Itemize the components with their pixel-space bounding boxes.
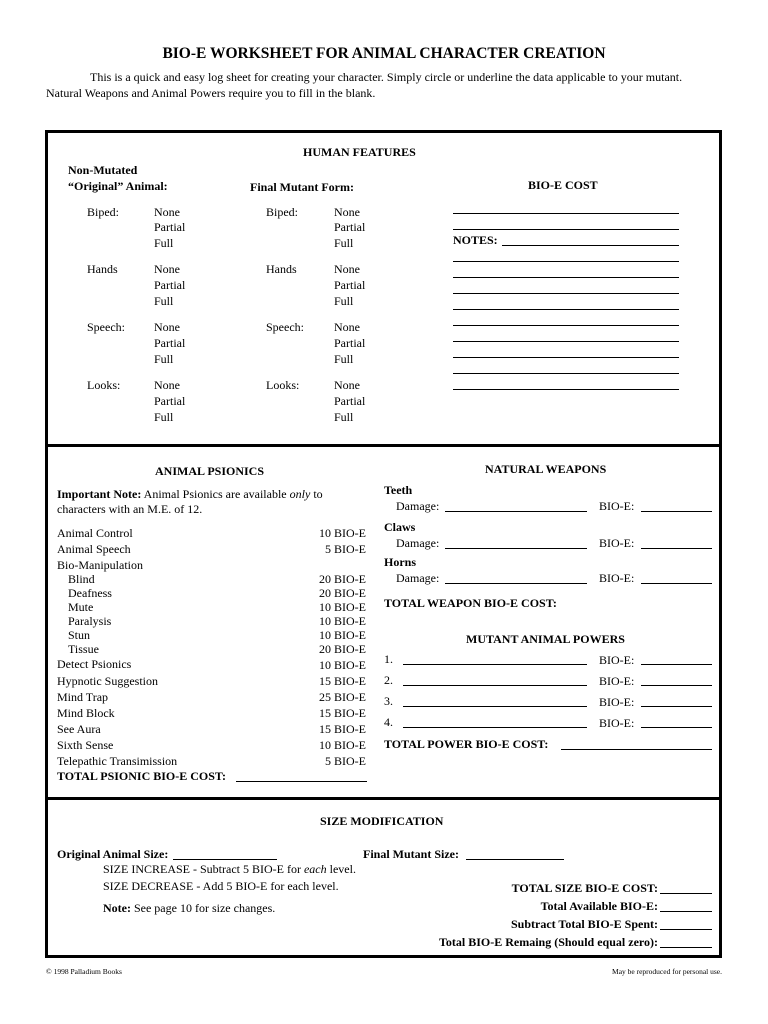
psionic-name[interactable]: Deafness: [68, 586, 112, 600]
remaining-line[interactable]: [660, 947, 712, 948]
subtract-spent-label: Subtract Total BIO-E Spent:: [510, 917, 658, 931]
power-number: 3.: [384, 694, 393, 708]
original-size-line[interactable]: [173, 859, 277, 860]
feature-label: Hands: [87, 262, 118, 276]
feature-label: Looks:: [87, 378, 121, 392]
option-partial[interactable]: Partial: [334, 220, 366, 234]
psionic-name[interactable]: Blind: [68, 572, 95, 586]
damage-label: Damage:: [396, 571, 440, 585]
damage-line[interactable]: [445, 583, 587, 584]
feature-label: Looks:: [266, 378, 300, 392]
feature-label: Biped:: [266, 205, 298, 219]
notes-line[interactable]: [453, 277, 679, 278]
option-full[interactable]: Full: [154, 294, 174, 308]
power-line[interactable]: [403, 685, 587, 686]
size-note-bold: Note:: [103, 901, 131, 915]
feature-label: Biped:: [87, 205, 119, 219]
bioe-label: BIO-E:: [599, 499, 635, 513]
psionics-note: [57, 487, 323, 502]
intro-line-1: This is a quick and easy log sheet for creating your character. Simply circle or underline the data applicable to your mutant.: [90, 70, 683, 84]
bioe-label: BIO-E:: [599, 674, 635, 688]
option-partial[interactable]: Partial: [154, 336, 186, 350]
feature-label: Speech:: [266, 320, 304, 334]
psionic-name[interactable]: Tissue: [68, 642, 99, 656]
notes-line[interactable]: [453, 341, 679, 342]
psionic-cost: 10 BIO-E: [319, 738, 366, 752]
total-psionic-line[interactable]: [236, 781, 367, 782]
psionic-name[interactable]: Stun: [68, 628, 91, 642]
power-line[interactable]: [403, 706, 587, 707]
total-available-line[interactable]: [660, 911, 712, 912]
feature-label: Hands: [266, 262, 297, 276]
feature-label: Speech:: [87, 320, 125, 334]
notes-line[interactable]: [453, 389, 679, 390]
damage-label: Damage:: [396, 499, 440, 513]
total-size-label: TOTAL SIZE BIO-E COST:: [511, 881, 658, 895]
bioe-line[interactable]: [641, 511, 712, 512]
bioe-line[interactable]: [641, 685, 712, 686]
option-full[interactable]: Full: [334, 294, 354, 308]
total-weapon-label: TOTAL WEAPON BIO-E COST:: [384, 596, 557, 610]
original-animal-heading: “Original” Animal:: [68, 179, 168, 193]
option-partial[interactable]: Partial: [334, 336, 366, 350]
size-increase-text: [103, 862, 356, 877]
psionics-note-text: to: [313, 487, 323, 501]
section-divider: [45, 797, 722, 800]
bioe-label: BIO-E:: [599, 695, 635, 709]
psionic-name[interactable]: See Aura: [57, 722, 101, 736]
power-number: 2.: [384, 673, 393, 687]
remaining-label: Total BIO-E Remaing (Should equal zero):: [438, 935, 658, 949]
mutant-powers-heading: MUTANT ANIMAL POWERS: [466, 632, 625, 646]
option-none[interactable]: None: [334, 262, 360, 276]
total-size-line[interactable]: [660, 893, 712, 894]
psionic-cost: 25 BIO-E: [319, 690, 366, 704]
psionic-name[interactable]: Animal Speech: [57, 542, 131, 556]
bioe-line[interactable]: [641, 583, 712, 584]
psionic-name[interactable]: Telepathic Transimission: [57, 754, 178, 768]
bioe-cost-heading: BIO-E COST: [528, 178, 598, 192]
weapon-claws: Claws: [384, 520, 416, 534]
psionics-note-line-2: characters with an M.E. of 12.: [57, 502, 203, 516]
psionic-cost: 10 BIO-E: [319, 526, 366, 540]
psionics-note-only: only: [289, 487, 311, 501]
damage-line[interactable]: [445, 511, 587, 512]
psionic-cost: 10 BIO-E: [319, 628, 366, 642]
final-mutant-form-heading: Final Mutant Form:: [250, 180, 354, 194]
psionic-cost: 20 BIO-E: [319, 572, 366, 586]
bioe-line[interactable]: [641, 548, 712, 549]
total-power-label: TOTAL POWER BIO-E COST:: [384, 737, 549, 751]
size-note: [103, 901, 275, 916]
option-none[interactable]: None: [334, 320, 360, 334]
option-partial[interactable]: Partial: [334, 394, 366, 408]
option-none[interactable]: None: [154, 205, 180, 219]
notes-label: NOTES:: [453, 233, 498, 247]
intro-line-2: Natural Weapons and Animal Powers require you to fill in the blank.: [46, 86, 376, 100]
option-none[interactable]: None: [334, 205, 360, 219]
notes-line[interactable]: [453, 261, 679, 262]
psionic-cost: 5 BIO-E: [325, 754, 366, 768]
bioe-label: BIO-E:: [599, 653, 635, 667]
size-note-text: See page 10 for size changes.: [133, 901, 276, 915]
power-line[interactable]: [403, 727, 587, 728]
size-increase-b: level.: [329, 862, 356, 876]
option-partial[interactable]: Partial: [154, 394, 186, 408]
bioe-line[interactable]: [641, 727, 712, 728]
damage-line[interactable]: [445, 548, 587, 549]
psionic-cost: 20 BIO-E: [319, 642, 366, 656]
power-number: 1.: [384, 652, 393, 666]
original-animal-heading: Non-Mutated: [68, 163, 138, 177]
psionic-cost: 10 BIO-E: [319, 658, 366, 672]
animal-psionics-heading: ANIMAL PSIONICS: [155, 464, 265, 478]
bioe-line[interactable]: [641, 664, 712, 665]
notes-line[interactable]: [453, 293, 679, 294]
power-number: 4.: [384, 715, 393, 729]
psionic-cost: 10 BIO-E: [319, 614, 366, 628]
option-full[interactable]: Full: [334, 352, 354, 366]
final-size-label: Final Mutant Size:: [363, 847, 459, 861]
option-full[interactable]: Full: [154, 236, 174, 250]
copyright-footer: © 1998 Palladium Books: [46, 967, 122, 976]
psionic-cost: 15 BIO-E: [319, 706, 366, 720]
size-increase-each: each: [303, 862, 327, 876]
option-full[interactable]: Full: [334, 236, 354, 250]
psionic-cost: 10 BIO-E: [319, 600, 366, 614]
natural-weapons-heading: NATURAL WEAPONS: [485, 462, 607, 476]
total-psionic-label: TOTAL PSIONIC BIO-E COST:: [57, 769, 227, 783]
total-available-label: Total Available BIO-E:: [540, 899, 658, 913]
option-none[interactable]: None: [154, 378, 180, 392]
damage-label: Damage:: [396, 536, 440, 550]
size-increase-a: SIZE INCREASE - Subtract 5 BIO-E for: [103, 862, 301, 876]
psionic-name: Bio-Manipulation: [57, 558, 143, 572]
psionics-note-text: Animal Psionics are available: [143, 487, 287, 501]
bioe-label: BIO-E:: [599, 571, 635, 585]
page-title: BIO-E WORKSHEET FOR ANIMAL CHARACTER CREATION: [162, 45, 606, 62]
weapon-teeth: Teeth: [384, 483, 413, 497]
option-full[interactable]: Full: [154, 410, 174, 424]
notes-line[interactable]: [453, 325, 679, 326]
total-power-line[interactable]: [561, 749, 712, 750]
option-none[interactable]: None: [334, 378, 360, 392]
power-line[interactable]: [403, 664, 587, 665]
final-size-line[interactable]: [466, 859, 564, 860]
option-partial[interactable]: Partial: [154, 278, 186, 292]
original-size-label: Original Animal Size:: [57, 847, 169, 861]
option-partial[interactable]: Partial: [154, 220, 186, 234]
option-partial[interactable]: Partial: [334, 278, 366, 292]
psionic-name[interactable]: Hypnotic Suggestion: [57, 674, 158, 688]
option-full[interactable]: Full: [334, 410, 354, 424]
psionic-name[interactable]: Mind Trap: [57, 690, 109, 704]
psionic-name[interactable]: Mute: [68, 600, 94, 614]
bioe-label: BIO-E:: [599, 536, 635, 550]
notes-line[interactable]: [502, 245, 679, 246]
psionic-cost: 15 BIO-E: [319, 674, 366, 688]
psionics-note-bold: Important Note:: [57, 487, 142, 501]
size-decrease-text: SIZE DECREASE - Add 5 BIO-E for each level.: [103, 879, 339, 893]
section-divider: [45, 444, 722, 447]
psionic-name[interactable]: Paralysis: [68, 614, 112, 628]
psionic-name[interactable]: Sixth Sense: [57, 738, 114, 752]
psionic-cost: 5 BIO-E: [325, 542, 366, 556]
notes-line[interactable]: [453, 357, 679, 358]
option-none[interactable]: None: [154, 320, 180, 334]
notes-line[interactable]: [453, 373, 679, 374]
reproduction-footer: May be reproduced for personal use.: [612, 967, 722, 976]
weapon-horns: Horns: [384, 555, 417, 569]
psionic-name[interactable]: Detect Psionics: [57, 657, 132, 671]
psionic-name[interactable]: Animal Control: [57, 526, 133, 540]
bioe-cost-line[interactable]: [453, 229, 679, 230]
bioe-line[interactable]: [641, 706, 712, 707]
bioe-label: BIO-E:: [599, 716, 635, 730]
option-full[interactable]: Full: [154, 352, 174, 366]
human-features-heading: HUMAN FEATURES: [303, 145, 416, 159]
psionic-cost: 20 BIO-E: [319, 586, 366, 600]
subtract-spent-line[interactable]: [660, 929, 712, 930]
bioe-cost-line[interactable]: [453, 213, 679, 214]
psionic-name[interactable]: Mind Block: [57, 706, 115, 720]
size-modification-heading: SIZE MODIFICATION: [320, 814, 444, 828]
psionic-cost: 15 BIO-E: [319, 722, 366, 736]
notes-line[interactable]: [453, 309, 679, 310]
option-none[interactable]: None: [154, 262, 180, 276]
